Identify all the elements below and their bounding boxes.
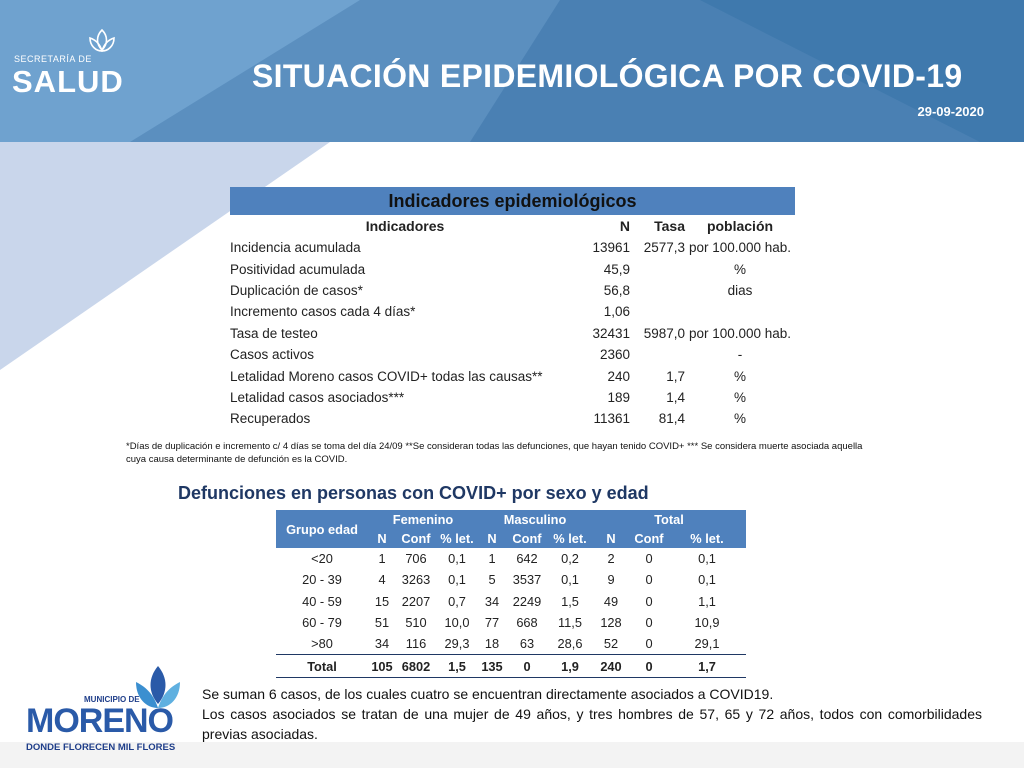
total-row (276, 655, 746, 677)
value-cell: 29,3 (444, 636, 470, 652)
indicators-title: Indicadores epidemiológicos (230, 187, 795, 215)
value-cell: 0,1 (448, 551, 466, 567)
value-cell: 28,6 (557, 636, 583, 652)
age-group-cell: <20 (311, 551, 333, 567)
indicator-tasa: 1,7 (666, 368, 685, 384)
value-cell: 11,5 (558, 615, 582, 631)
value-cell: 5 (488, 572, 496, 588)
col-indicadores: Indicadores (365, 218, 445, 234)
note-line: Se suman 6 casos, de los cuales cuatro se encuentran directamente asociados a COVID19. (202, 686, 774, 702)
indicator-poblacion: dias (727, 282, 753, 298)
municipio-logo-tagline: DONDE FLORECEN MIL FLORES (26, 742, 176, 753)
indicators-footnote: *Días de duplicación e incremento c/ 4 días se toma del día 24/09 **Se consideran todas las defunciones, que hayan tenido COVID+ *** Se considera muerte asociada aquella cuya causa determinante de defunción es la COVID. (126, 441, 863, 465)
sub-header-cell: % let. (548, 528, 592, 548)
value-cell: 3263 (401, 572, 431, 588)
indicator-name: Tasa de testeo (230, 325, 318, 341)
value-cell: 18 (484, 636, 500, 652)
table-row (276, 548, 746, 569)
value-cell: 0,2 (561, 551, 579, 567)
age-group-cell: >80 (311, 636, 333, 652)
salud-logo-name: SALUD (12, 64, 124, 99)
value-cell: 0 (645, 572, 653, 588)
group-total: Total (592, 510, 746, 528)
value-cell: 668 (516, 615, 538, 631)
value-cell: 51 (374, 615, 390, 631)
value-cell: 0,7 (448, 593, 466, 609)
value-cell: 1 (378, 551, 386, 567)
sub-header-cell: N (592, 528, 630, 548)
value-cell: 0 (645, 615, 653, 631)
value-cell: 0,1 (698, 572, 716, 588)
age-group-cell: Total (276, 655, 368, 677)
indicator-tasa: 5987,0 (643, 325, 685, 341)
indicators-header-row (230, 215, 795, 237)
value-cell: 135 (478, 655, 506, 677)
indicator-name: Letalidad casos asociados*** (230, 389, 405, 405)
value-cell: 510 (405, 615, 427, 631)
value-cell: 240 (592, 655, 630, 677)
indicator-poblacion: por 100.000 hab. (688, 325, 792, 341)
value-cell: 642 (516, 551, 538, 567)
col-n: N (619, 218, 630, 234)
value-cell: 0 (506, 655, 548, 677)
value-cell: 0,1 (698, 551, 716, 567)
age-group-cell: 20 - 39 (302, 572, 342, 588)
value-cell: 1,5 (561, 593, 579, 609)
table-row (276, 633, 746, 655)
indicator-tasa: 81,4 (658, 411, 685, 427)
value-cell: 0 (645, 636, 653, 652)
value-cell: 706 (405, 551, 427, 567)
value-cell: 1,1 (698, 593, 716, 609)
value-cell: 34 (374, 636, 390, 652)
indicator-n: 32431 (592, 325, 630, 341)
age-group-cell: 40 - 59 (302, 593, 342, 609)
sub-header-cell: Conf (396, 528, 436, 548)
indicator-name: Recuperados (230, 411, 311, 427)
group-femenino: Femenino (368, 510, 478, 528)
indicator-tasa: 2577,3 (643, 240, 685, 256)
value-cell: 4 (378, 572, 386, 588)
deaths-note (202, 684, 982, 744)
indicator-tasa (630, 258, 685, 279)
col-tasa: Tasa (654, 218, 685, 234)
value-cell: 0,1 (448, 572, 466, 588)
municipio-logo (24, 660, 194, 760)
note-line: Los casos asociados se tratan de una mujer de 49 años, y tres hombres de 57, 65 y 72 años, todos con comorbilidades previas asociadas. (202, 706, 982, 742)
value-cell: 2207 (401, 593, 431, 609)
value-cell: 10,0 (444, 615, 470, 631)
sub-header-cell: N (368, 528, 396, 548)
value-cell: 2 (607, 551, 615, 567)
value-cell: 116 (405, 636, 427, 652)
sub-header-cell: Conf (506, 528, 548, 548)
table-row (276, 591, 746, 612)
report-date: 29-09-2020 (917, 104, 984, 119)
indicator-poblacion: % (733, 411, 746, 427)
value-cell: 1,5 (436, 655, 478, 677)
indicator-name: Positividad acumulada (230, 261, 366, 277)
sub-header-cell: % let. (436, 528, 478, 548)
value-cell: 6802 (396, 655, 436, 677)
indicators-table (230, 187, 795, 430)
indicator-poblacion: % (733, 368, 746, 384)
indicator-name: Incidencia acumulada (230, 240, 361, 256)
value-cell: 1 (488, 551, 496, 567)
indicator-row (230, 301, 795, 322)
table-row (276, 569, 746, 590)
value-cell: 9 (607, 572, 615, 588)
indicator-n: 45,9 (603, 261, 630, 277)
deaths-title: Defunciones en personas con COVID+ por sexo y edad (178, 483, 649, 503)
value-cell: 77 (484, 615, 500, 631)
salud-logo (12, 26, 124, 99)
value-cell: 105 (368, 655, 396, 677)
age-group-cell: 60 - 79 (302, 615, 342, 631)
sub-header-cell: N (478, 528, 506, 548)
municipio-logo-top: MUNICIPIO DE (84, 695, 140, 704)
indicator-row (230, 237, 795, 258)
value-cell: 0 (645, 551, 653, 567)
indicator-name: Letalidad Moreno casos COVID+ todas las causas** (230, 368, 543, 384)
indicator-tasa: 1,4 (666, 389, 685, 405)
indicator-poblacion: por 100.000 hab. (688, 240, 792, 256)
value-cell: 49 (603, 593, 619, 609)
indicator-tasa (630, 301, 685, 322)
value-cell: 3537 (512, 572, 542, 588)
value-cell: 29,1 (694, 636, 720, 652)
sub-header-cell: Conf (630, 528, 668, 548)
table-row (276, 612, 746, 633)
municipio-logo-name: MORENO (26, 702, 173, 740)
indicator-row (230, 280, 795, 301)
indicator-row (230, 344, 795, 365)
indicator-row (230, 365, 795, 386)
indicator-n: 1,06 (603, 304, 630, 320)
value-cell: 10,9 (694, 615, 720, 631)
value-cell: 0 (630, 655, 668, 677)
indicator-n: 13961 (592, 240, 630, 256)
indicator-poblacion: % (733, 389, 746, 405)
indicator-name: Incremento casos cada 4 días* (230, 304, 416, 320)
value-cell: 63 (519, 636, 535, 652)
value-cell: 0,1 (561, 572, 579, 588)
indicator-row (230, 323, 795, 344)
indicator-n: 2360 (599, 347, 630, 363)
indicator-poblacion: % (733, 261, 746, 277)
indicator-name: Casos activos (230, 347, 315, 363)
deaths-table (276, 510, 746, 678)
indicator-n: 189 (607, 389, 630, 405)
page-title: SITUACIÓN EPIDEMIOLÓGICA POR COVID-19 (252, 58, 963, 94)
indicator-tasa (630, 344, 685, 365)
group-masculino: Masculino (478, 510, 592, 528)
indicator-poblacion: - (737, 347, 743, 363)
indicator-n: 11361 (593, 411, 630, 427)
col-poblacion: población (706, 218, 774, 234)
indicator-row (230, 258, 795, 279)
sub-header-cell: % let. (668, 528, 746, 548)
salud-logo-top: SECRETARÍA DE (14, 54, 92, 64)
value-cell: 52 (603, 636, 619, 652)
value-cell: 1,7 (668, 655, 746, 677)
value-cell: 1,9 (548, 655, 592, 677)
indicator-poblacion (685, 301, 795, 322)
deaths-group-header-row (276, 510, 746, 528)
indicator-n: 240 (607, 368, 630, 384)
value-cell: 2249 (512, 593, 542, 609)
col-grupo-edad: Grupo edad (276, 510, 368, 548)
value-cell: 34 (484, 593, 500, 609)
indicator-n: 56,8 (603, 282, 630, 298)
indicator-row (230, 387, 795, 408)
value-cell: 128 (600, 615, 622, 631)
indicator-name: Duplicación de casos* (230, 282, 363, 298)
value-cell: 0 (645, 593, 653, 609)
value-cell: 15 (374, 593, 390, 609)
indicator-tasa (630, 280, 685, 301)
indicator-row (230, 408, 795, 429)
